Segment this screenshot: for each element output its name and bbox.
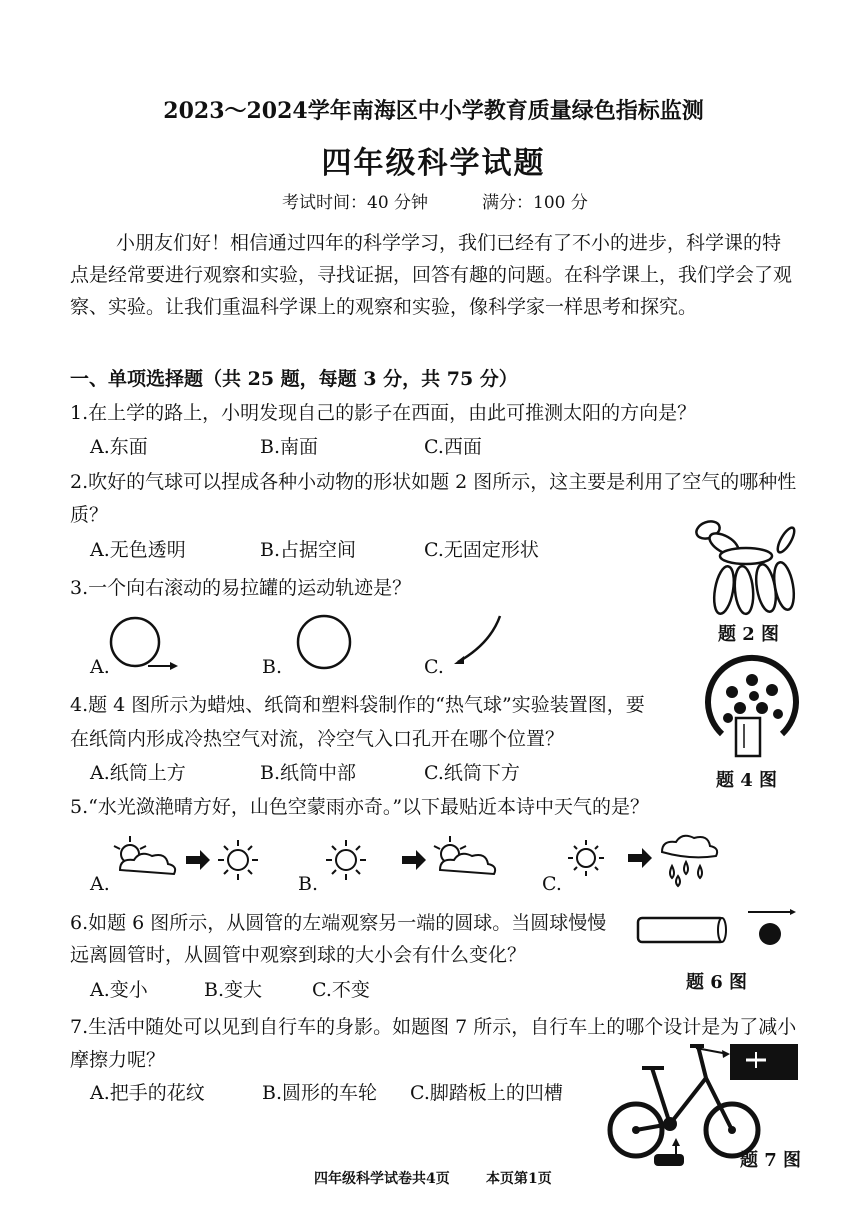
q7-option-b: B.圆形的车轮 [262, 1082, 378, 1104]
balloon-dog-figure [694, 520, 804, 615]
q1-stem: 1.在上学的路上，小明发现自己的影子在西面，由此可推测太阳的方向是？ [70, 402, 697, 424]
q2-option-c: C.无固定形状 [424, 539, 539, 561]
figure-6-caption: 题 6 图 [686, 972, 748, 993]
q3-trajectory-c [450, 612, 510, 668]
intro-line-2: 点是经常要进行观察和实验，寻找证据，回答有趣的问题。在科学课上，我们学会了观 [70, 264, 793, 286]
intro-line-1: 小朋友们好！相信通过四年的科学学习，我们已经有了不小的进步，科学课的特 [116, 232, 782, 254]
q6-stem-line1: 6.如题 6 图所示，从圆管的左端观察另一端的圆球。当圆球慢慢 [70, 912, 607, 934]
paper-subtitle: 四年级科学试题 [321, 146, 546, 181]
q4-stem-line2: 在纸筒内形成冷热空气对流，冷空气入口孔开在哪个位置？ [70, 728, 565, 750]
q1-option-c: C.西面 [424, 436, 482, 458]
full-score: 满分：100 分 [482, 193, 588, 213]
q5-option-b: B. [298, 873, 319, 895]
q5-stem: 5.“水光潋滟晴方好，山色空蒙雨亦奇。”以下最贴近本诗中天气的是？ [70, 796, 650, 818]
q2-stem-line2: 质？ [70, 504, 109, 526]
hot-air-balloon-figure [700, 652, 804, 762]
intro-line-3: 察、实验。让我们重温科学课上的观察和实验，像科学家一样思考和探究。 [70, 296, 698, 318]
q4-stem-line1: 4.题 4 图所示为蜡烛、纸筒和塑料袋制作的“热气球”实验装置图，要 [70, 694, 645, 716]
exam-time: 考试时间：40 分钟 [282, 193, 429, 213]
q5-weather-c [566, 830, 726, 886]
q5-weather-a [108, 834, 268, 884]
q3-trajectory-b [296, 614, 356, 674]
q3-stem: 3.一个向右滚动的易拉罐的运动轨迹是？ [70, 577, 412, 599]
q3-option-b: B. [262, 656, 283, 678]
q5-option-a: A. [90, 873, 110, 895]
q2-stem-line1: 2.吹好的气球可以捏成各种小动物的形状如题 2 图所示，这主要是利用了空气的哪种性 [70, 471, 797, 493]
q7-option-c: C.脚踏板上的凹槽 [410, 1082, 563, 1104]
exam-title: 2023～2024学年南海区中小学教育质量绿色指标监测 [163, 98, 704, 124]
q2-option-a: A.无色透明 [90, 539, 186, 561]
q5-weather-b [320, 834, 500, 884]
q1-option-b: B.南面 [260, 436, 319, 458]
q6-option-a: A.变小 [90, 979, 148, 1001]
section-heading: 一、单项选择题（共 25 题，每题 3 分，共 75 分） [70, 368, 518, 390]
q4-option-a: A.纸筒上方 [90, 762, 186, 784]
q6-option-b: B.变大 [204, 979, 263, 1001]
q2-option-b: B.占据空间 [260, 539, 357, 561]
figure-2-caption: 题 2 图 [718, 624, 780, 645]
q7-stem-line1: 7.生活中随处可以见到自行车的身影。如题图 7 所示，自行车上的哪个设计是为了减小 [70, 1016, 797, 1038]
q3-trajectory-a [108, 616, 188, 672]
q3-option-a: A. [90, 656, 110, 678]
tube-and-ball-figure [634, 908, 804, 952]
figure-7-caption: 题 7 图 [740, 1150, 802, 1171]
q4-option-b: B.纸筒中部 [260, 762, 357, 784]
q3-option-c: C. [424, 656, 444, 678]
footer-total-pages: 四年级科学试卷共4页 [314, 1171, 450, 1187]
q7-stem-line2: 摩擦力呢？ [70, 1049, 166, 1071]
figure-4-caption: 题 4 图 [716, 770, 778, 791]
q4-option-c: C.纸筒下方 [424, 762, 520, 784]
q1-option-a: A.东面 [90, 436, 148, 458]
q6-option-c: C.不变 [312, 979, 370, 1001]
q6-stem-line2: 远离圆管时，从圆管中观察到球的大小会有什么变化？ [70, 944, 527, 966]
q7-option-a: A.把手的花纹 [90, 1082, 205, 1104]
q5-option-c: C. [542, 873, 562, 895]
footer-page-number: 本页第1页 [486, 1171, 552, 1187]
